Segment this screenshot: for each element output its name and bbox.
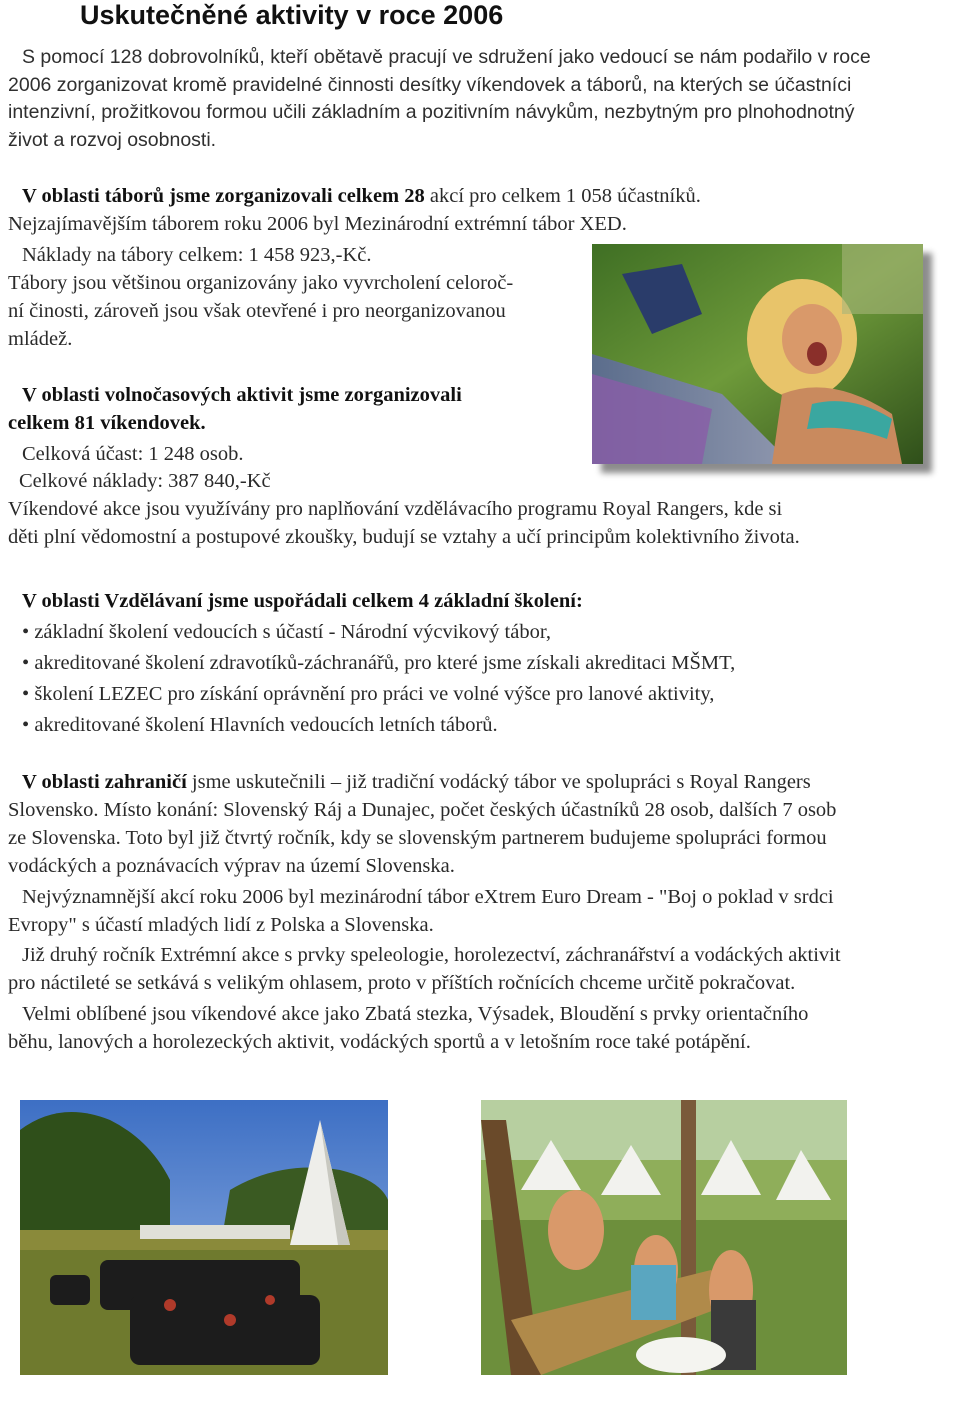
camps-heading-bold: V oblasti táborů jsme zorganizovali celkem 28 <box>22 185 425 207</box>
education-list-item <box>22 680 714 708</box>
abroad-line: Nejvýznamnější akcí roku 2006 byl mezinárodní tábor eXtrem Euro Dream - "Boj o poklad v srdci <box>22 886 834 908</box>
camps-line: ní činosti, zároveň jsou však otevřené i pro neorganizovanou <box>8 300 506 322</box>
intro-line: intenzivní, prožitkovou formou učili základním a pozitivním návykům, nezbytným pro plnohodnotný <box>8 101 855 123</box>
education-list-item <box>22 711 498 739</box>
leisure-heading <box>22 381 462 409</box>
intro-line: S pomocí 128 dobrovolníků, kteří obětavě pracují ve sdružení jako vedoucí se nám podařilo v roce <box>22 46 871 68</box>
abroad-line: Již druhý ročník Extrémní akce s prvky speleologie, horolezectví, záchranářství a vodáckých aktivit <box>22 944 841 966</box>
abroad-line: Slovensko. Místo konání: Slovenský Ráj a Dunajec, počet českých účastníků 28 osob, dalších 7 osob <box>8 799 837 821</box>
leisure-line: Víkendové akce jsou využívány pro naplňování vzdělávacího programu Royal Rangers, kde si <box>8 498 783 520</box>
camps-line: Náklady na tábory celkem: 1 458 923,-Kč. <box>22 244 372 266</box>
camps-heading <box>22 182 701 210</box>
leisure-heading-line1: V oblasti volnočasových aktivit jsme zorganizovali <box>22 384 462 406</box>
education-list-item <box>22 618 551 646</box>
education-item-text: základní školení vedoucích s účastí - Národní výcvikový tábor, <box>34 621 551 643</box>
abroad-line: běhu, lanových a horolezeckých aktivit, vodáckých sportů a v letošním roce také potápění. <box>8 1031 751 1053</box>
camps-line: Tábory jsou většinou organizovány jako vyvrcholení celoroč- <box>8 272 514 294</box>
abroad-line: vodáckých a poznávacích výprav na území Slovenska. <box>8 855 455 877</box>
page-title: Uskutečněné aktivity v roce 2006 <box>80 0 504 30</box>
abroad-line: Velmi oblíbené jsou víkendové akce jako Zbatá stezka, Výsadek, Bloudění s prvky orientačního <box>22 1003 809 1025</box>
education-item-text: akreditované školení Hlavních vedoucích letních táborů. <box>34 714 498 736</box>
leisure-heading <box>8 409 206 437</box>
leisure-line: děti plní vědomostní a postupové zkoušky, budují se vztahy a učí principům kolektivního života. <box>8 526 800 548</box>
intro-line: 2006 zorganizovat kromě pravidelné činnosti desítky víkendovek a táborů, na kterých se účastníci <box>8 74 852 96</box>
abroad-line: Evropy" s účastí mladých lidí z Polska a Slovenska. <box>8 914 434 936</box>
education-list-item <box>22 649 735 677</box>
camps-line: mládež. <box>8 328 73 350</box>
camps-heading-rest: akcí pro celkem 1 058 účastníků. <box>424 185 701 207</box>
camps-line: Nejzajímavějším táborem roku 2006 byl Mezinárodní extrémní tábor XED. <box>8 213 627 235</box>
abroad-line: ze Slovenska. Toto byl již čtvrtý ročník, kdy se slovenským partnerem budujeme spolupráci formou <box>8 827 827 849</box>
leisure-line: Celková účast: 1 248 osob. <box>22 443 244 465</box>
intro-line: život a rozvoj osobnosti. <box>8 129 217 151</box>
abroad-line-rest: jsme uskutečnili – již tradiční vodácký tábor ve spolupráci s Royal Rangers <box>186 771 811 793</box>
bullet: • <box>22 621 30 643</box>
photo-children-craft-table <box>481 1100 847 1375</box>
abroad-line <box>22 768 811 796</box>
education-heading-text: V oblasti Vzdělávaní jsme uspořádali celkem 4 základní školení: <box>22 590 583 612</box>
bullet: • <box>22 652 30 674</box>
education-heading <box>22 587 583 615</box>
photo-tipi-camp-group <box>20 1100 388 1375</box>
education-item-text: akreditované školení zdravotíků-záchranářů, pro které jsme získali akreditaci MŠMT, <box>34 652 736 674</box>
leisure-heading-line2: celkem 81 víkendovek. <box>8 412 206 434</box>
leisure-line: Celkové náklady: 387 840,-Kč <box>19 470 271 492</box>
photo-girl-water-slide <box>592 244 923 464</box>
abroad-heading: V oblasti zahraničí <box>22 771 187 793</box>
bullet: • <box>22 683 30 705</box>
bullet: • <box>22 714 30 736</box>
abroad-line: pro náctileté se setkává s velikým ohlasem, proto v příštích ročnících chceme určitě pokračovat. <box>8 972 796 994</box>
education-item-text: školení LEZEC pro získání oprávnění pro práci ve volné výšce pro lanové aktivity, <box>34 683 715 705</box>
